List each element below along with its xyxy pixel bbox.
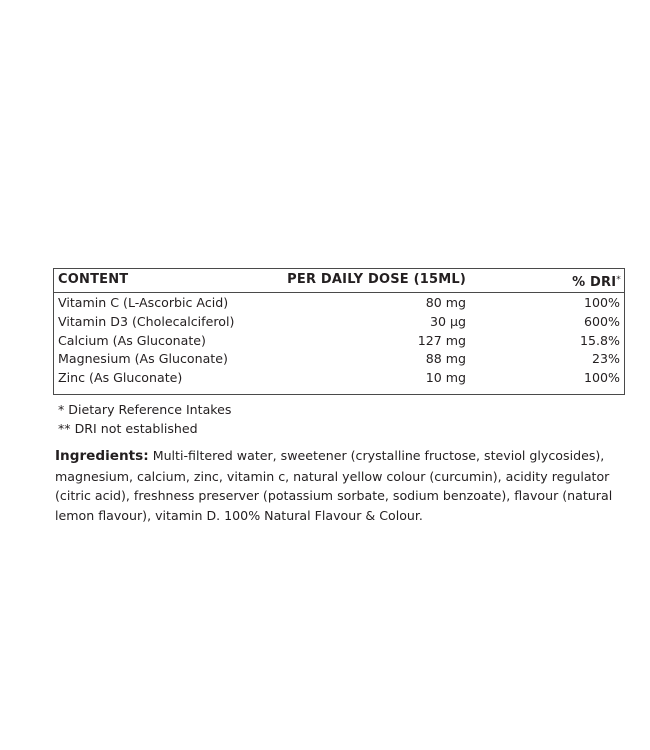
- nutrient-name: Magnesium (As Gluconate): [58, 351, 228, 367]
- table-row: [54, 332, 624, 351]
- table-body: [54, 294, 624, 388]
- header-per-daily-dose: PER DAILY DOSE (15ML): [287, 272, 466, 287]
- header-dri-label: % DRI: [572, 275, 617, 290]
- footnote-dri-definition: * Dietary Reference Intakes: [58, 402, 232, 417]
- nutrient-dri: 15.8%: [579, 332, 620, 348]
- table-row: [54, 369, 624, 388]
- ingredients-label: Ingredients:: [55, 448, 149, 464]
- header-dri: [572, 272, 621, 291]
- ingredients-text: Multi-filtered water, sweetener (crystalline fructose, steviol glycosides), magnesium, calcium, zinc, vitamin c, natural yellow colour (curcumin), acidity regulator (citric acid), freshness preserver (potassium sorbate, sodium benzoate), flavour (natural lemon flavour), vitamin D. 100% Natural Flavour & Colour.: [55, 448, 613, 523]
- nutrient-dri: 100%: [583, 295, 620, 310]
- nutrient-dri: 600%: [583, 313, 620, 329]
- nutrient-dri: 23%: [592, 351, 620, 367]
- header-content: CONTENT: [58, 272, 129, 287]
- nutrient-dose: 88 mg: [425, 351, 466, 367]
- nutrient-dri: 100%: [583, 370, 620, 386]
- nutrient-name: Zinc (As Gluconate): [58, 370, 183, 386]
- table-row: [54, 294, 624, 313]
- nutrient-dose: 127 mg: [417, 332, 466, 348]
- footnotes: [58, 400, 231, 438]
- nutrient-dose: 30 µg: [429, 313, 466, 329]
- nutrient-name: Vitamin C (L-Ascorbic Acid): [58, 295, 229, 310]
- nutrient-dose: 80 mg: [425, 295, 466, 310]
- table-row: [54, 350, 624, 369]
- nutrient-name: Calcium (As Gluconate): [58, 332, 206, 348]
- table-header-row: [54, 269, 624, 293]
- header-dri-marker: *: [616, 275, 621, 285]
- nutrition-table: [53, 268, 625, 395]
- ingredients-paragraph: [55, 446, 640, 525]
- footnote-dri-not-established: ** DRI not established: [58, 421, 198, 436]
- nutrient-dose: 10 mg: [425, 370, 466, 386]
- table-row: [54, 313, 624, 332]
- nutrient-name: Vitamin D3 (Cholecalciferol): [58, 313, 235, 329]
